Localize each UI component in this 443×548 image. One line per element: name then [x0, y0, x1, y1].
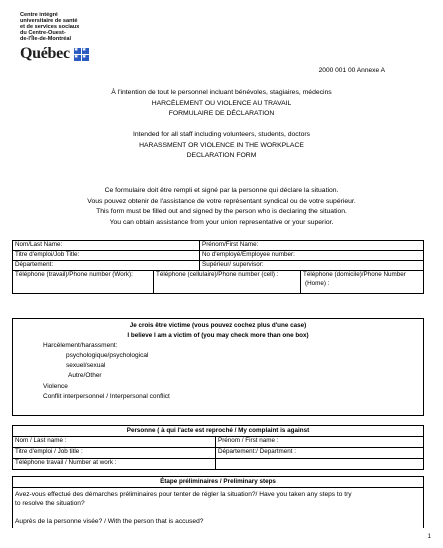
instruction-line: You can obtain assistance from your union representative or your superior.	[109, 218, 334, 226]
victim-heading-en: I believe I am a victim of (you may check more than one box)	[127, 331, 309, 339]
accused-first-name-field[interactable]: Prénom / First name :	[215, 437, 423, 447]
steps-question-1: Avez-vous effectué des démarches préliminaires pour tenter de régler la situation?/ Have you taken any steps to try	[15, 491, 352, 498]
accused-empty-cell[interactable]	[215, 459, 423, 469]
other-checkbox-label[interactable]: Autre/Other	[68, 372, 102, 379]
form-title-fr: HARCÈLEMENT OU VIOLENCE AU TRAVAIL	[151, 99, 292, 107]
phone-home-label-2: (Home) :	[305, 279, 330, 287]
form-subtitle-en: DECLARATION FORM	[186, 152, 257, 159]
job-title-field[interactable]: Titre d'emploi/Job Title:	[15, 251, 80, 258]
phone-home-label: Téléphone (domicile)/Phone Number	[303, 271, 406, 278]
quebec-wordmark: Québec	[20, 45, 70, 62]
employee-number-field[interactable]: No d'employé/Employee number:	[199, 251, 423, 260]
phone-cell-field[interactable]: Téléphone (cellulaire)/Phone number (cell) :	[153, 271, 300, 293]
intro-english	[0, 130, 443, 162]
preliminary-steps-section	[12, 476, 424, 528]
supervisor-field[interactable]: Supérieur/ supervisor:	[199, 261, 423, 270]
logo-line: universitaire de santé	[20, 18, 78, 24]
intro-audience-fr: À l'intention de tout le personnel incluant bénévoles, stagiaires, médecins	[111, 89, 332, 96]
instruction-line: Ce formulaire doit être rempli et signé par la personne qui déclare la situation.	[104, 187, 339, 194]
instructions	[0, 186, 443, 228]
accused-phone-field[interactable]: Téléphone travail / Number at work :	[15, 459, 117, 466]
form-title-en: HARASSMENT OR VIOLENCE IN THE WORKPLACE	[139, 141, 304, 149]
logo-line: de-l'Île-de-Montréal	[20, 36, 72, 42]
intro-french	[0, 88, 443, 120]
logo-line: Centre intégré	[20, 12, 58, 18]
instruction-line: Vous pouvez obtenir de l'assistance de votre représentant syndical ou de votre supérieur.	[87, 197, 356, 205]
sexual-checkbox-label[interactable]: sexuel/sexual	[66, 362, 106, 369]
accused-heading: Personne ( à qui l'acte est reproché / My complaint is against	[126, 427, 310, 434]
organization-logo	[20, 12, 130, 63]
accused-table	[12, 425, 424, 470]
employee-info-table	[12, 240, 424, 294]
intro-audience-en: Intended for all staff including volunteers, students, doctors	[132, 131, 311, 138]
accused-last-name-field[interactable]: Nom / Last name :	[15, 437, 67, 444]
violence-checkbox-label[interactable]: Violence	[43, 383, 68, 390]
document-reference: 2000 001 00 Annexe A	[318, 67, 385, 74]
department-field[interactable]: Département:	[15, 261, 54, 268]
accused-department-field[interactable]: Département:/ Department :	[215, 448, 423, 458]
form-subtitle-fr: FORMULAIRE DE DÉCLARATION	[168, 110, 275, 117]
logo-text	[20, 12, 130, 42]
psychological-checkbox-label[interactable]: psychologique/psychological	[66, 352, 149, 359]
steps-heading: Étape préliminaires / Preliminary steps	[160, 478, 276, 485]
page-number: 1	[427, 534, 431, 540]
victim-section	[12, 318, 424, 416]
instruction-line: This form must be filled out and signed by the person who is declaring the situation.	[96, 208, 347, 215]
phone-home-field[interactable]	[300, 271, 423, 293]
accused-job-title-field[interactable]: Titre d'emploi / Job title :	[15, 448, 83, 455]
phone-work-field[interactable]: Téléphone (travail)/Phone number (Work):	[15, 271, 133, 278]
quebec-flag-icon	[74, 48, 89, 61]
steps-question-1-cont: to resolve the situation?	[15, 500, 85, 507]
logo-line: du Centre-Ouest-	[20, 30, 66, 36]
last-name-field[interactable]: Nom/Last Name:	[15, 241, 63, 248]
first-name-field[interactable]: Prénom/First Name:	[199, 241, 423, 250]
logo-line: et de services sociaux	[20, 24, 80, 30]
steps-question-2: Auprès de la personne visée? / With the person that is accused?	[15, 518, 204, 525]
harassment-checkbox-label[interactable]: Harcèlement/harassment:	[43, 342, 118, 349]
conflict-checkbox-label[interactable]: Conflit interpersonnel / Interpersonal conflict	[43, 393, 170, 400]
victim-heading-fr: Je crois être victime (vous pouvez cochez plus d'une case)	[129, 322, 307, 329]
